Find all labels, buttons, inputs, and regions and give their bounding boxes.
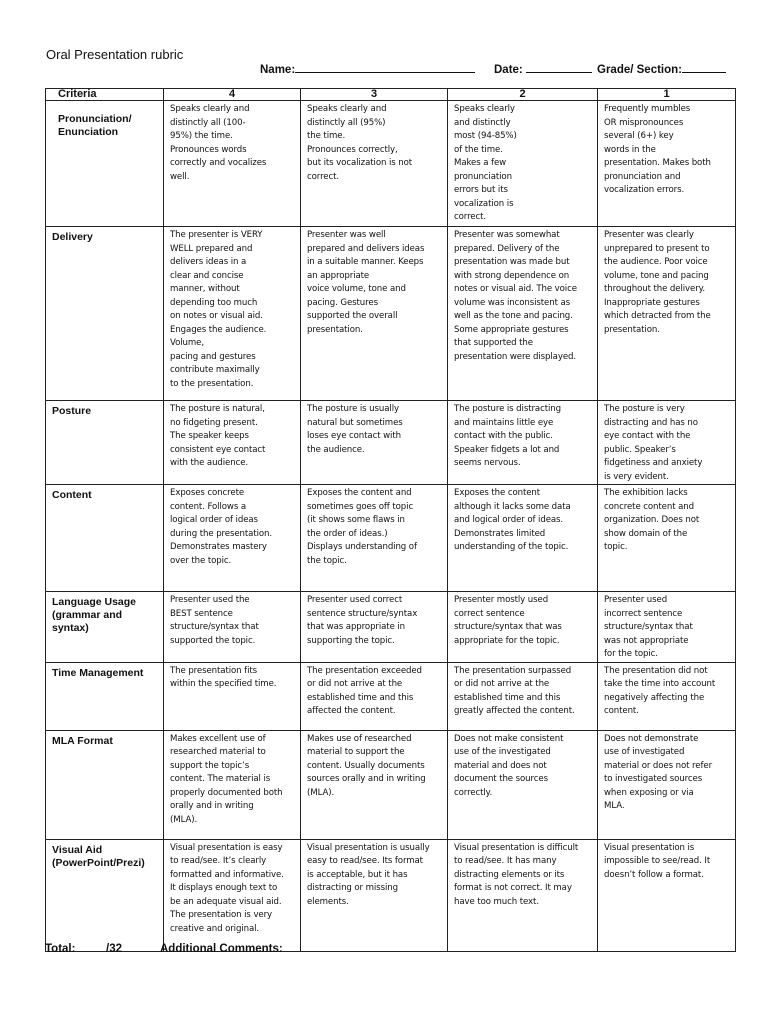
rubric-cell: Speaks clearly and distinctly most (94-85%) of the time. Makes a few pronunciation errors but its vocalization is correct. — [448, 101, 598, 227]
total-label: Total: — [45, 943, 76, 955]
rubric-footer — [45, 943, 735, 957]
table-row — [46, 227, 736, 401]
rubric-cell: The exhibition lacks concrete content and organization. Does not show domain of the topic. — [598, 485, 736, 592]
rubric-cell: Presenter was clearly unprepared to present to the audience. Poor voice volume, tone and pacing throughout the delivery. Inappropriate gestures which detracted from the presentation. — [598, 227, 736, 401]
rubric-cell: Visual presentation is difficult to read/see. It has many distracting elements or its format is not correct. It may have too much text. — [448, 839, 598, 951]
grade-section-field[interactable] — [597, 62, 726, 76]
rubric-cell: Makes excellent use of researched material to support the topic’s content. The material is properly documented both orally and in writing (MLA). — [164, 730, 301, 839]
rubric-cell: The presentation did not take the time into account negatively affecting the content. — [598, 662, 736, 730]
date-field[interactable] — [494, 62, 592, 76]
rubric-cell: Presenter was somewhat prepared. Delivery of the presentation was made but with strong dependence on notes or visual aid. The voice volume was inconsistent as well as the tone and pacing. Some appropriate gestures that supported the presentation were displayed. — [448, 227, 598, 401]
rubric-cell: Exposes the content and sometimes goes off topic (it shows some flaws in the order of ideas.) Displays understanding of the topic. — [301, 485, 448, 592]
criterion-language-usage: Language Usage (grammar and syntax) — [46, 592, 164, 663]
criterion-pronunciation: Pronunciation/ Enunciation — [46, 101, 164, 227]
column-header-score-1: 1 — [598, 89, 736, 101]
rubric-cell: Visual presentation is easy to read/see. It’s clearly formatted and informative. It displays enough text to be an adequate visual aid. The presentation is very creative and original. — [164, 839, 301, 951]
rubric-cell: Presenter used incorrect sentence structure/syntax that was not appropriate for the topic. — [598, 592, 736, 663]
table-header-row — [46, 89, 736, 101]
rubric-cell: Makes use of researched material to support the content. Usually documents sources orally and in writing (MLA). — [301, 730, 448, 839]
name-field[interactable] — [260, 62, 475, 76]
rubric-cell: The posture is natural, no fidgeting present. The speaker keeps consistent eye contact with the audience. — [164, 401, 301, 485]
rubric-cell: The presentation surpassed or did not arrive at the established time and this greatly affected the content. — [448, 662, 598, 730]
column-header-score-3: 3 — [301, 89, 448, 101]
criterion-delivery: Delivery — [46, 227, 164, 401]
table-row — [46, 485, 736, 592]
column-header-score-4: 4 — [164, 89, 301, 101]
rubric-cell: Speaks clearly and distinctly all (100- 95%) the time. Pronounces words correctly and vocalizes well. — [164, 101, 301, 227]
rubric-cell: The posture is distracting and maintains little eye contact with the public. Speaker fidgets a lot and seems nervous. — [448, 401, 598, 485]
date-blank[interactable] — [526, 62, 592, 73]
rubric-cell: The posture is very distracting and has no eye contact with the public. Speaker’s fidgetiness and anxiety is very evident. — [598, 401, 736, 485]
rubric-cell: The presentation exceeded or did not arrive at the established time and this affected the content. — [301, 662, 448, 730]
rubric-cell: Visual presentation is usually easy to read/see. Its format is acceptable, but it has distracting or missing elements. — [301, 839, 448, 951]
rubric-cell: Exposes concrete content. Follows a logical order of ideas during the presentation. Demonstrates mastery over the topic. — [164, 485, 301, 592]
rubric-cell: Frequently mumbles OR mispronounces several (6+) key words in the presentation. Makes both pronunciation and vocalization errors. — [598, 101, 736, 227]
student-info-header — [260, 62, 730, 78]
name-label: Name: — [260, 64, 296, 76]
rubric-cell: Visual presentation is impossible to see/read. It doesn’t follow a format. — [598, 839, 736, 951]
rubric-cell: Presenter was well prepared and delivers ideas in a suitable manner. Keeps an appropriate voice volume, tone and pacing. Gestures supported the overall presentation. — [301, 227, 448, 401]
rubric-cell: The presentation fits within the specified time. — [164, 662, 301, 730]
table-row — [46, 401, 736, 485]
rubric-table — [45, 88, 736, 952]
rubric-cell: Presenter used correct sentence structure/syntax that was appropriate in supporting the topic. — [301, 592, 448, 663]
criterion-visual-aid: Visual Aid (PowerPoint/Prezi) — [46, 839, 164, 951]
rubric-cell: Exposes the content although it lacks some data and logical order of ideas. Demonstrates limited understanding of the topic. — [448, 485, 598, 592]
table-row — [46, 839, 736, 951]
additional-comments-label[interactable]: Additional Comments: — [160, 943, 283, 955]
name-blank[interactable] — [295, 62, 475, 73]
grade-section-label: Grade/ Section: — [597, 64, 682, 76]
rubric-cell: Does not make consistent use of the investigated material and does not document the sources correctly. — [448, 730, 598, 839]
table-row — [46, 101, 736, 227]
criterion-content: Content — [46, 485, 164, 592]
rubric-cell: Presenter used the BEST sentence structure/syntax that supported the topic. — [164, 592, 301, 663]
table-row — [46, 662, 736, 730]
column-header-score-2: 2 — [448, 89, 598, 101]
document-title: Oral Presentation rubric — [46, 47, 184, 62]
rubric-cell: The posture is usually natural but sometimes loses eye contact with the audience. — [301, 401, 448, 485]
rubric-cell: Speaks clearly and distinctly all (95%) the time. Pronounces correctly, but its vocalization is not correct. — [301, 101, 448, 227]
rubric-cell: Does not demonstrate use of investigated material or does not refer to investigated sources when exposing or via MLA. — [598, 730, 736, 839]
criterion-mla-format: MLA Format — [46, 730, 164, 839]
rubric-cell: The presenter is VERY WELL prepared and delivers ideas in a clear and concise manner, without depending too much on notes or visual aid. Engages the audience. Volume, pacing and gestures contribute maximally to the presentation. — [164, 227, 301, 401]
criterion-time-management: Time Management — [46, 662, 164, 730]
rubric-cell: Presenter mostly used correct sentence structure/syntax that was appropriate for the topic. — [448, 592, 598, 663]
criterion-posture: Posture — [46, 401, 164, 485]
table-row — [46, 730, 736, 839]
column-header-criteria: Criteria — [46, 89, 164, 101]
total-score[interactable]: /32 — [106, 943, 122, 955]
table-row — [46, 592, 736, 663]
grade-section-blank[interactable] — [682, 62, 726, 73]
date-label: Date: — [494, 64, 523, 76]
